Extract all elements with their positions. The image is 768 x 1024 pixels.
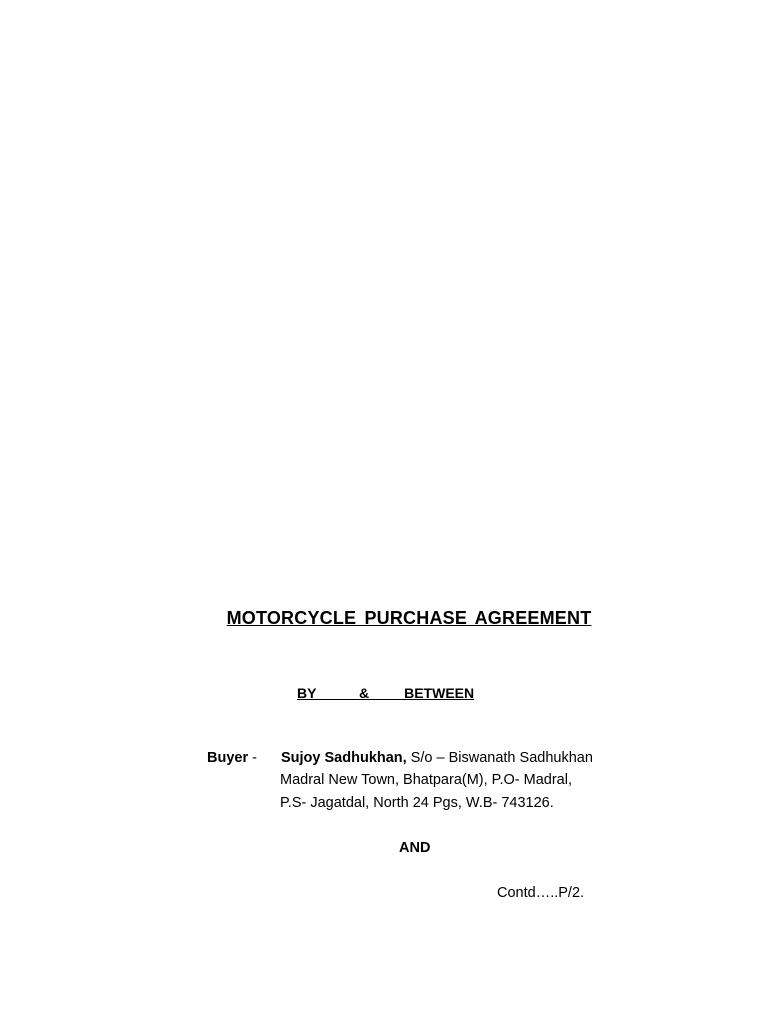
buyer-label-text: Buyer [207, 750, 249, 766]
agreement-title: MOTORCYCLE PURCHASE AGREEMENT [226, 608, 592, 628]
continued-note: Contd…..P/2. [497, 885, 585, 901]
buyer-name: Sujoy Sadhukhan, [281, 750, 407, 766]
by-between-heading: BY & BETWEEN [297, 685, 475, 701]
buyer-address-line-2: P.S- Jagatdal, North 24 Pgs, W.B- 743126. [280, 795, 554, 811]
buyer-label [207, 750, 257, 766]
buyer-name-line [281, 750, 593, 766]
buyer-label-separator: - [248, 750, 257, 766]
buyer-address-line-1: Madral New Town, Bhatpara(M), P.O- Madral, [280, 772, 572, 788]
buyer-relation: S/o – Biswanath Sadhukhan [406, 750, 593, 766]
and-separator: AND [399, 840, 431, 856]
